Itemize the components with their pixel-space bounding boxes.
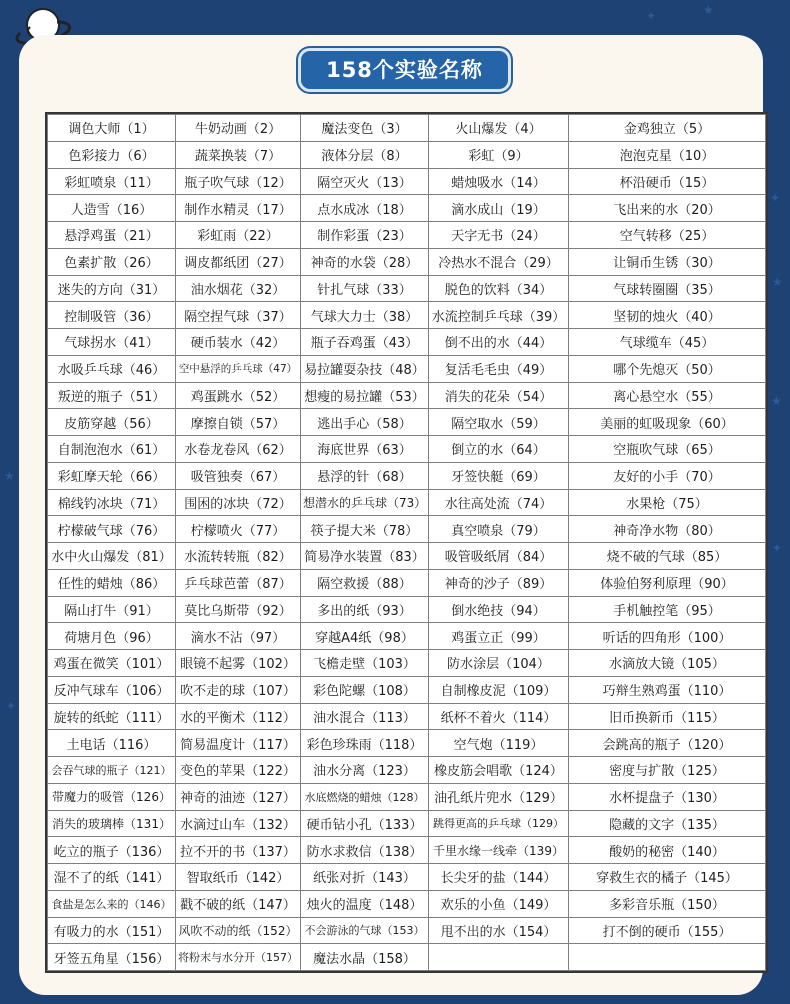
table-row xyxy=(48,462,766,489)
experiment-cell: 水卷龙卷风（62） xyxy=(176,436,301,463)
experiment-cell: 想潜水的乒乓球（73） xyxy=(301,489,429,516)
experiment-table-body xyxy=(48,115,766,971)
experiment-cell: 自制橡皮泥（109） xyxy=(429,676,569,703)
experiment-cell: 将粉末与水分开（157） xyxy=(176,944,301,971)
table-row xyxy=(48,569,766,596)
experiment-cell: 水中火山爆发（81） xyxy=(48,543,176,570)
experiment-cell: 制作彩蛋（23） xyxy=(301,222,429,249)
star-icon: ★ xyxy=(771,394,782,408)
experiment-cell: 迷失的方向（31） xyxy=(48,275,176,302)
experiment-cell: 穿越A4纸（98） xyxy=(301,623,429,650)
table-row xyxy=(48,248,766,275)
table-row xyxy=(48,543,766,570)
experiment-cell: 空瓶吹气球（65） xyxy=(569,436,766,463)
experiment-cell: 人造雪（16） xyxy=(48,195,176,222)
experiment-cell: 听话的四角形（100） xyxy=(569,623,766,650)
experiment-cell: 火山爆发（4） xyxy=(429,115,569,142)
experiment-cell: 烧不破的气球（85） xyxy=(569,543,766,570)
experiment-cell: 柠檬破气球（76） xyxy=(48,516,176,543)
star-icon: ★ xyxy=(703,3,714,17)
experiment-cell: 鸡蛋立正（99） xyxy=(429,623,569,650)
experiment-cell: 纸杯不着火（114） xyxy=(429,703,569,730)
experiment-cell: 千里水缘一线牵（139） xyxy=(429,837,569,864)
star-icon: ✦ xyxy=(770,191,781,205)
table-row xyxy=(48,730,766,757)
table-row xyxy=(48,222,766,249)
table-row xyxy=(48,409,766,436)
table-row xyxy=(48,436,766,463)
experiment-cell xyxy=(569,944,766,971)
table-row xyxy=(48,302,766,329)
experiment-cell: 隔空取水（59） xyxy=(429,409,569,436)
table-row xyxy=(48,650,766,677)
experiment-cell: 坚韧的烛火（40） xyxy=(569,302,766,329)
experiment-cell: 纸张对折（143） xyxy=(301,864,429,891)
experiment-cell: 变色的苹果（122） xyxy=(176,757,301,784)
experiment-cell: 会跳高的瓶子（120） xyxy=(569,730,766,757)
experiment-cell: 皮筋穿越（56） xyxy=(48,409,176,436)
experiment-cell: 叛逆的瓶子（51） xyxy=(48,382,176,409)
experiment-cell: 油水烟花（32） xyxy=(176,275,301,302)
experiment-cell: 飞檐走壁（103） xyxy=(301,650,429,677)
table-row xyxy=(48,864,766,891)
experiment-cell: 倒不出的水（44） xyxy=(429,329,569,356)
experiment-cell: 脱色的饮料（34） xyxy=(429,275,569,302)
experiment-cell: 油水混合（113） xyxy=(301,703,429,730)
experiment-cell: 蜡烛吸水（14） xyxy=(429,168,569,195)
experiment-cell: 魔法变色（3） xyxy=(301,115,429,142)
experiment-cell: 硬币装水（42） xyxy=(176,329,301,356)
experiment-cell: 彩虹摩天轮（66） xyxy=(48,462,176,489)
experiment-cell: 真空喷泉（79） xyxy=(429,516,569,543)
experiment-cell: 体验伯努利原理（90） xyxy=(569,569,766,596)
experiment-cell: 让铜币生锈（30） xyxy=(569,248,766,275)
experiment-cell: 水滴过山车（132） xyxy=(176,810,301,837)
table-row xyxy=(48,757,766,784)
experiment-cell: 屹立的瓶子（136） xyxy=(48,837,176,864)
experiment-cell: 水吸乒乓球（46） xyxy=(48,355,176,382)
experiment-cell: 莫比乌斯带（92） xyxy=(176,596,301,623)
experiment-cell: 隔山打牛（91） xyxy=(48,596,176,623)
experiment-cell: 气球转圈圈（35） xyxy=(569,275,766,302)
experiment-cell: 调皮都纸团（27） xyxy=(176,248,301,275)
experiment-cell: 不会游泳的气球（153） xyxy=(301,917,429,944)
experiment-cell: 水流转转瓶（82） xyxy=(176,543,301,570)
experiment-cell: 彩色陀螺（108） xyxy=(301,676,429,703)
star-icon: ✦ xyxy=(6,699,17,713)
experiment-cell: 彩虹喷泉（11） xyxy=(48,168,176,195)
table-row xyxy=(48,837,766,864)
experiment-cell: 摩擦自锁（57） xyxy=(176,409,301,436)
experiment-cell: 滴水成山（19） xyxy=(429,195,569,222)
experiment-cell: 水流控制乒乓球（39） xyxy=(429,302,569,329)
table-row xyxy=(48,623,766,650)
experiment-cell: 会吞气球的瓶子（121） xyxy=(48,757,176,784)
experiment-cell: 橡皮筋会唱歌（124） xyxy=(429,757,569,784)
experiment-cell: 悬浮的针（68） xyxy=(301,462,429,489)
star-icon: ★ xyxy=(772,275,783,289)
experiment-cell: 冷热水不混合（29） xyxy=(429,248,569,275)
experiment-cell: 简易温度计（117） xyxy=(176,730,301,757)
experiment-cell: 海底世界（63） xyxy=(301,436,429,463)
experiment-cell: 彩虹雨（22） xyxy=(176,222,301,249)
table-row xyxy=(48,516,766,543)
experiment-cell: 自制泡泡水（61） xyxy=(48,436,176,463)
table-row xyxy=(48,676,766,703)
experiment-cell: 制作水精灵（17） xyxy=(176,195,301,222)
experiment-cell: 点水成冰（18） xyxy=(301,195,429,222)
experiment-cell: 穿救生衣的橘子（145） xyxy=(569,864,766,891)
table-row xyxy=(48,115,766,142)
experiment-cell: 简易净水装置（83） xyxy=(301,543,429,570)
experiment-cell: 湿不了的纸（141） xyxy=(48,864,176,891)
experiment-cell: 气球缆车（45） xyxy=(569,329,766,356)
experiment-cell: 鸡蛋跳水（52） xyxy=(176,382,301,409)
star-icon: ✦ xyxy=(772,541,783,555)
experiment-cell: 空气转移（25） xyxy=(569,222,766,249)
table-row xyxy=(48,489,766,516)
experiment-cell: 瓶子吹气球（12） xyxy=(176,168,301,195)
experiment-cell: 长尖牙的盐（144） xyxy=(429,864,569,891)
experiment-cell: 吸管吸纸屑（84） xyxy=(429,543,569,570)
experiment-cell: 任性的蜡烛（86） xyxy=(48,569,176,596)
table-row xyxy=(48,890,766,917)
experiment-cell: 色彩接力（6） xyxy=(48,141,176,168)
experiment-cell: 易拉罐耍杂技（48） xyxy=(301,355,429,382)
experiment-cell: 巧辩生熟鸡蛋（110） xyxy=(569,676,766,703)
experiment-cell: 防水涂层（104） xyxy=(429,650,569,677)
table-row xyxy=(48,382,766,409)
table-row xyxy=(48,195,766,222)
experiment-cell: 酸奶的秘密（140） xyxy=(569,837,766,864)
experiment-cell: 调色大师（1） xyxy=(48,115,176,142)
experiment-cell: 气球拐水（41） xyxy=(48,329,176,356)
table-row xyxy=(48,810,766,837)
experiment-cell: 色素扩散（26） xyxy=(48,248,176,275)
experiment-cell: 神奇的水袋（28） xyxy=(301,248,429,275)
experiment-cell: 荷塘月色（96） xyxy=(48,623,176,650)
experiment-cell: 甩不出的水（154） xyxy=(429,917,569,944)
experiment-cell: 想瘦的易拉罐（53） xyxy=(301,382,429,409)
experiment-cell: 水的平衡术（112） xyxy=(176,703,301,730)
experiment-cell: 悬浮鸡蛋（21） xyxy=(48,222,176,249)
experiment-cell xyxy=(429,944,569,971)
experiment-cell: 彩虹（9） xyxy=(429,141,569,168)
experiment-cell: 杯沿硬币（15） xyxy=(569,168,766,195)
experiment-cell: 蔬菜换装（7） xyxy=(176,141,301,168)
star-icon: ★ xyxy=(4,469,15,483)
experiment-cell: 友好的小手（70） xyxy=(569,462,766,489)
experiment-cell: 牙签快艇（69） xyxy=(429,462,569,489)
experiment-cell: 反冲气球车（106） xyxy=(48,676,176,703)
star-icon: ✦ xyxy=(646,9,657,23)
experiment-cell: 水底燃烧的蜡烛（128） xyxy=(301,783,429,810)
experiment-cell: 天字无书（24） xyxy=(429,222,569,249)
experiment-cell: 有吸力的水（151） xyxy=(48,917,176,944)
experiment-cell: 多出的纸（93） xyxy=(301,596,429,623)
experiment-cell: 眼镜不起雾（102） xyxy=(176,650,301,677)
experiment-cell: 打不倒的硬币（155） xyxy=(569,917,766,944)
experiment-cell: 烛火的温度（148） xyxy=(301,890,429,917)
experiment-cell: 哪个先熄灭（50） xyxy=(569,355,766,382)
table-row xyxy=(48,329,766,356)
experiment-cell: 魔法水晶（158） xyxy=(301,944,429,971)
table-row xyxy=(48,168,766,195)
experiment-cell: 土电话（116） xyxy=(48,730,176,757)
experiment-cell: 密度与扩散（125） xyxy=(569,757,766,784)
experiment-cell: 防水求救信（138） xyxy=(301,837,429,864)
experiment-cell: 倒立的水（64） xyxy=(429,436,569,463)
experiment-cell: 神奇的沙子（89） xyxy=(429,569,569,596)
experiment-cell: 液体分层（8） xyxy=(301,141,429,168)
experiment-cell: 金鸡独立（5） xyxy=(569,115,766,142)
experiment-table-wrapper xyxy=(47,114,765,971)
experiment-cell: 隔空救援（88） xyxy=(301,569,429,596)
experiment-cell: 带魔力的吸管（126） xyxy=(48,783,176,810)
experiment-cell: 旧币换新币（115） xyxy=(569,703,766,730)
experiment-cell: 飞出来的水（20） xyxy=(569,195,766,222)
experiment-cell: 神奇的油迹（127） xyxy=(176,783,301,810)
experiment-cell: 多彩音乐瓶（150） xyxy=(569,890,766,917)
experiment-cell: 滴水不沾（97） xyxy=(176,623,301,650)
experiment-cell: 隔空灭火（13） xyxy=(301,168,429,195)
experiment-cell: 水果枪（75） xyxy=(569,489,766,516)
experiment-cell: 围困的冰块（72） xyxy=(176,489,301,516)
experiment-cell: 复活毛毛虫（49） xyxy=(429,355,569,382)
experiment-cell: 消失的花朵（54） xyxy=(429,382,569,409)
experiment-cell: 吸管独奏（67） xyxy=(176,462,301,489)
table-row xyxy=(48,141,766,168)
experiment-cell: 硬币钻小孔（133） xyxy=(301,810,429,837)
table-row xyxy=(48,355,766,382)
experiment-cell: 逃出手心（58） xyxy=(301,409,429,436)
experiment-cell: 针扎气球（33） xyxy=(301,275,429,302)
experiment-cell: 隐藏的文字（135） xyxy=(569,810,766,837)
table-row xyxy=(48,944,766,971)
table-row xyxy=(48,596,766,623)
experiment-cell: 智取纸币（142） xyxy=(176,864,301,891)
experiment-cell: 食盐是怎么来的（146） xyxy=(48,890,176,917)
experiment-cell: 美丽的虹吸现象（60） xyxy=(569,409,766,436)
experiment-cell: 瓶子吞鸡蛋（43） xyxy=(301,329,429,356)
table-row xyxy=(48,917,766,944)
experiment-cell: 牙签五角星（156） xyxy=(48,944,176,971)
experiment-cell: 隔空捏气球（37） xyxy=(176,302,301,329)
experiment-cell: 柠檬喷火（77） xyxy=(176,516,301,543)
experiment-cell: 空中悬浮的乒乓球（47） xyxy=(176,355,301,382)
experiment-cell: 泡泡克星（10） xyxy=(569,141,766,168)
experiment-cell: 吹不走的球（107） xyxy=(176,676,301,703)
experiment-cell: 离心悬空水（55） xyxy=(569,382,766,409)
experiment-cell: 手机触控笔（95） xyxy=(569,596,766,623)
experiment-cell: 拉不开的书（137） xyxy=(176,837,301,864)
experiment-cell: 神奇净水物（80） xyxy=(569,516,766,543)
experiment-cell: 油孔纸片兜水（129） xyxy=(429,783,569,810)
table-row xyxy=(48,703,766,730)
experiment-cell: 筷子提大米（78） xyxy=(301,516,429,543)
experiment-cell: 牛奶动画（2） xyxy=(176,115,301,142)
experiment-cell: 水滴放大镜（105） xyxy=(569,650,766,677)
experiment-cell: 旋转的纸蛇（111） xyxy=(48,703,176,730)
experiment-cell: 消失的玻璃棒（131） xyxy=(48,810,176,837)
experiment-cell: 气球大力士（38） xyxy=(301,302,429,329)
experiment-cell: 油水分离（123） xyxy=(301,757,429,784)
experiment-table xyxy=(47,114,766,971)
experiment-cell: 乒乓球芭蕾（87） xyxy=(176,569,301,596)
experiment-cell: 风吹不动的纸（152） xyxy=(176,917,301,944)
experiment-cell: 水杯提盘子（130） xyxy=(569,783,766,810)
experiment-cell: 水往高处流（74） xyxy=(429,489,569,516)
experiment-cell: 戳不破的纸（147） xyxy=(176,890,301,917)
experiment-cell: 控制吸管（36） xyxy=(48,302,176,329)
page-title: 158个实验名称 xyxy=(301,51,508,89)
experiment-cell: 跳得更高的乒乓球（129） xyxy=(429,810,569,837)
experiment-cell: 鸡蛋在微笑（101） xyxy=(48,650,176,677)
table-row xyxy=(48,275,766,302)
experiment-cell: 倒水绝技（94） xyxy=(429,596,569,623)
experiment-cell: 彩色珍珠雨（118） xyxy=(301,730,429,757)
experiment-cell: 棉线钓冰块（71） xyxy=(48,489,176,516)
experiment-cell: 空气炮（119） xyxy=(429,730,569,757)
experiment-cell: 欢乐的小鱼（149） xyxy=(429,890,569,917)
table-row xyxy=(48,783,766,810)
